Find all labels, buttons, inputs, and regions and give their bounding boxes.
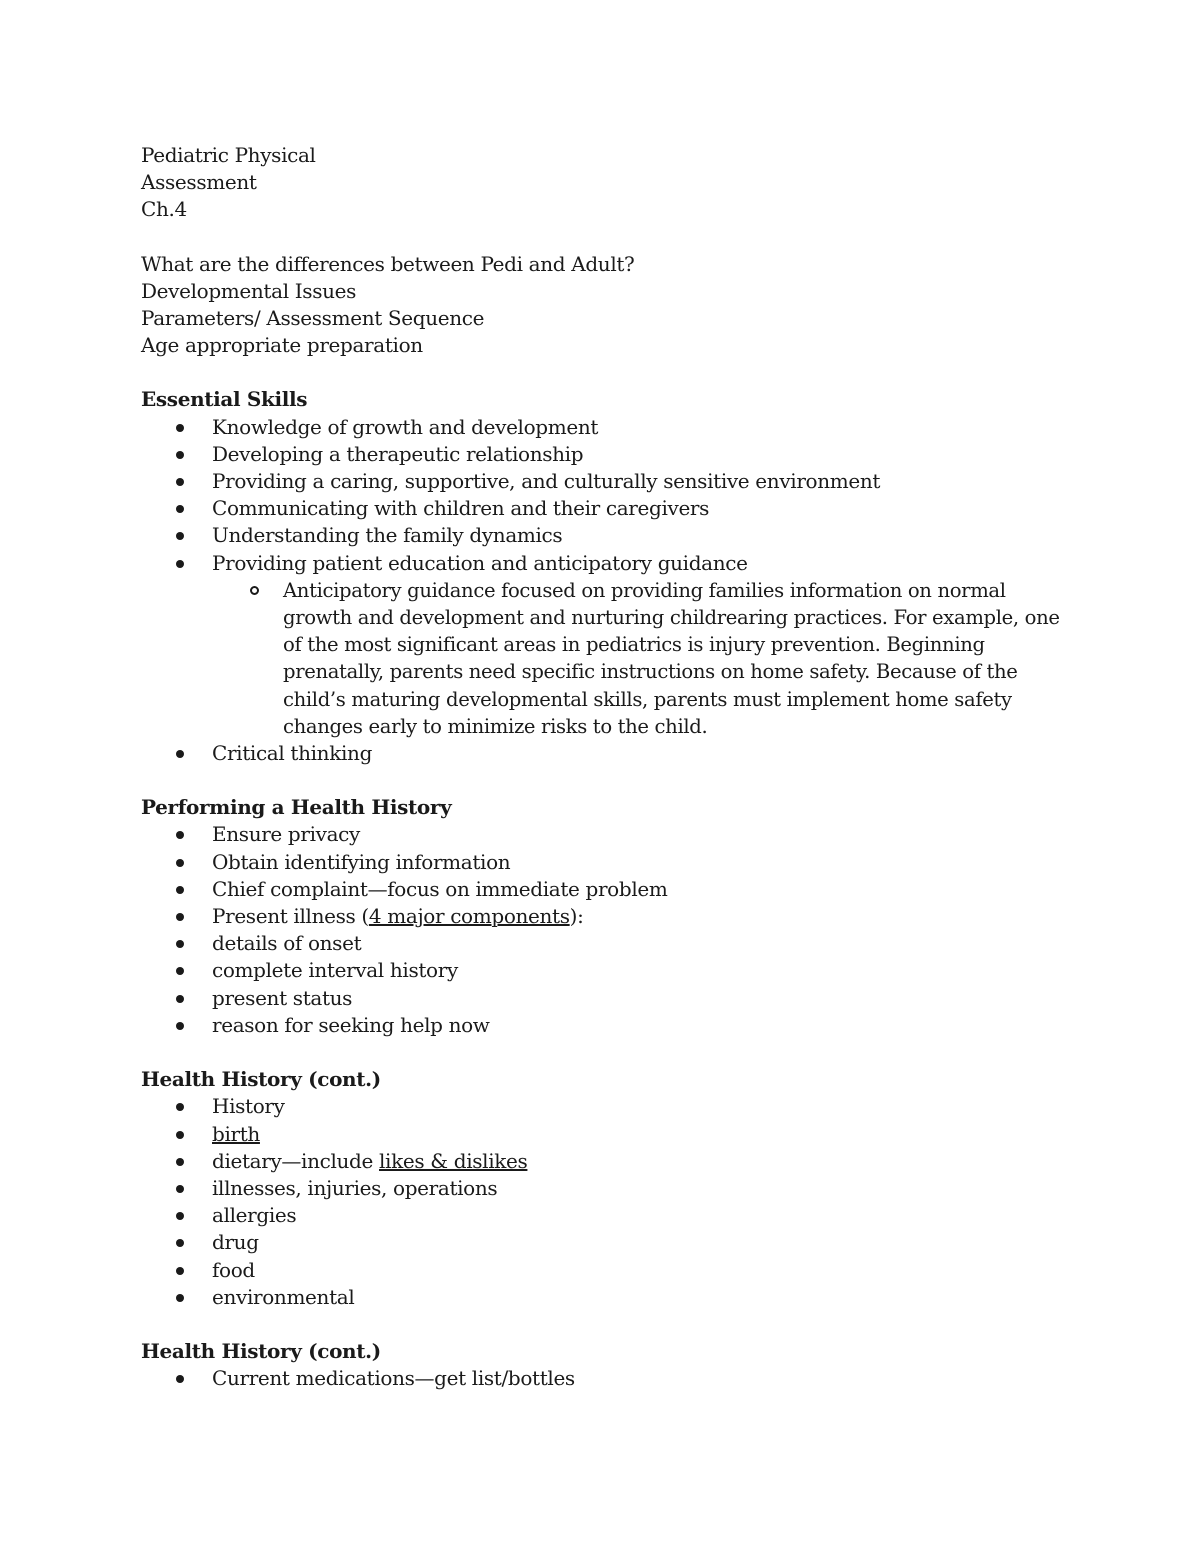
doc-title-line-3: Ch.4 <box>141 197 187 222</box>
sub-list <box>212 577 1061 740</box>
list-item: reason for seeking help now <box>212 1012 1061 1039</box>
dietary-underlined: likes & dislikes <box>379 1148 528 1173</box>
spacer <box>141 767 1061 794</box>
list-item <box>212 550 1061 740</box>
list-item: Obtain identifying information <box>212 849 1061 876</box>
present-illness-suffix: ): <box>569 904 584 929</box>
list-item: Critical thinking <box>212 740 1061 767</box>
list-item: allergies <box>212 1202 1061 1229</box>
sub-list-item: Anticipatory guidance focused on providing families information on normal growth and development and nurturing childrearing practices. For example, one of the most significant areas in pediatrics is injury prevention. Beginning prenatally, parents need specific instructions on home safety. Because of the child’s maturing developmental skills, parents must implement home safety changes early to minimize risks to the child. <box>283 577 1063 740</box>
spacer <box>141 224 1061 251</box>
present-illness-underlined: 4 major components <box>368 904 570 929</box>
list-item: food <box>212 1257 1061 1284</box>
intro-line: Age appropriate preparation <box>141 333 423 358</box>
list-item: drug <box>212 1229 1061 1256</box>
list-item: illnesses, injuries, operations <box>212 1175 1061 1202</box>
dietary-prefix: dietary—include <box>212 1148 380 1173</box>
list-item: Knowledge of growth and development <box>212 414 1061 441</box>
health-history-cont-list <box>141 1093 1061 1311</box>
section-heading-health-history: Performing a Health History <box>141 795 452 820</box>
birth-underlined: birth <box>212 1121 260 1146</box>
list-item: Ensure privacy <box>212 821 1061 848</box>
list-item-text: Providing patient education and anticipatory guidance <box>212 550 748 575</box>
doc-title-line-2: Assessment <box>141 170 257 195</box>
spacer <box>141 1311 1061 1338</box>
section-heading-health-history-cont-2: Health History (cont.) <box>141 1338 381 1363</box>
list-item: Communicating with children and their caregivers <box>212 495 1061 522</box>
list-item <box>212 903 1061 930</box>
spacer <box>141 359 1061 386</box>
list-item <box>212 1148 1061 1175</box>
list-item: Developing a therapeutic relationship <box>212 441 1061 468</box>
doc-title-line-1: Pediatric Physical <box>141 143 316 167</box>
spacer <box>141 1039 1061 1066</box>
list-item: Chief complaint—focus on immediate problem <box>212 876 1061 903</box>
list-item: Current medications—get list/bottles <box>212 1365 1061 1392</box>
health-history-list <box>141 821 1061 1039</box>
list-item: Understanding the family dynamics <box>212 522 1061 549</box>
list-item: History <box>212 1093 1061 1120</box>
list-item: present status <box>212 985 1061 1012</box>
list-item: details of onset <box>212 930 1061 957</box>
section-heading-health-history-cont: Health History (cont.) <box>141 1067 381 1092</box>
intro-line: Parameters/ Assessment Sequence <box>141 306 485 331</box>
present-illness-prefix: Present illness ( <box>212 904 369 929</box>
list-item: Providing a caring, supportive, and culturally sensitive environment <box>212 468 1061 495</box>
intro-line: What are the differences between Pedi and Adult? <box>141 251 635 276</box>
list-item <box>212 1121 1061 1148</box>
list-item: environmental <box>212 1284 1061 1311</box>
health-history-cont-2-list <box>141 1365 1061 1392</box>
document-page <box>141 142 1061 1392</box>
list-item: complete interval history <box>212 957 1061 984</box>
essential-skills-list <box>141 414 1061 768</box>
section-heading-essential-skills: Essential Skills <box>141 387 308 412</box>
intro-line: Developmental Issues <box>141 278 357 303</box>
